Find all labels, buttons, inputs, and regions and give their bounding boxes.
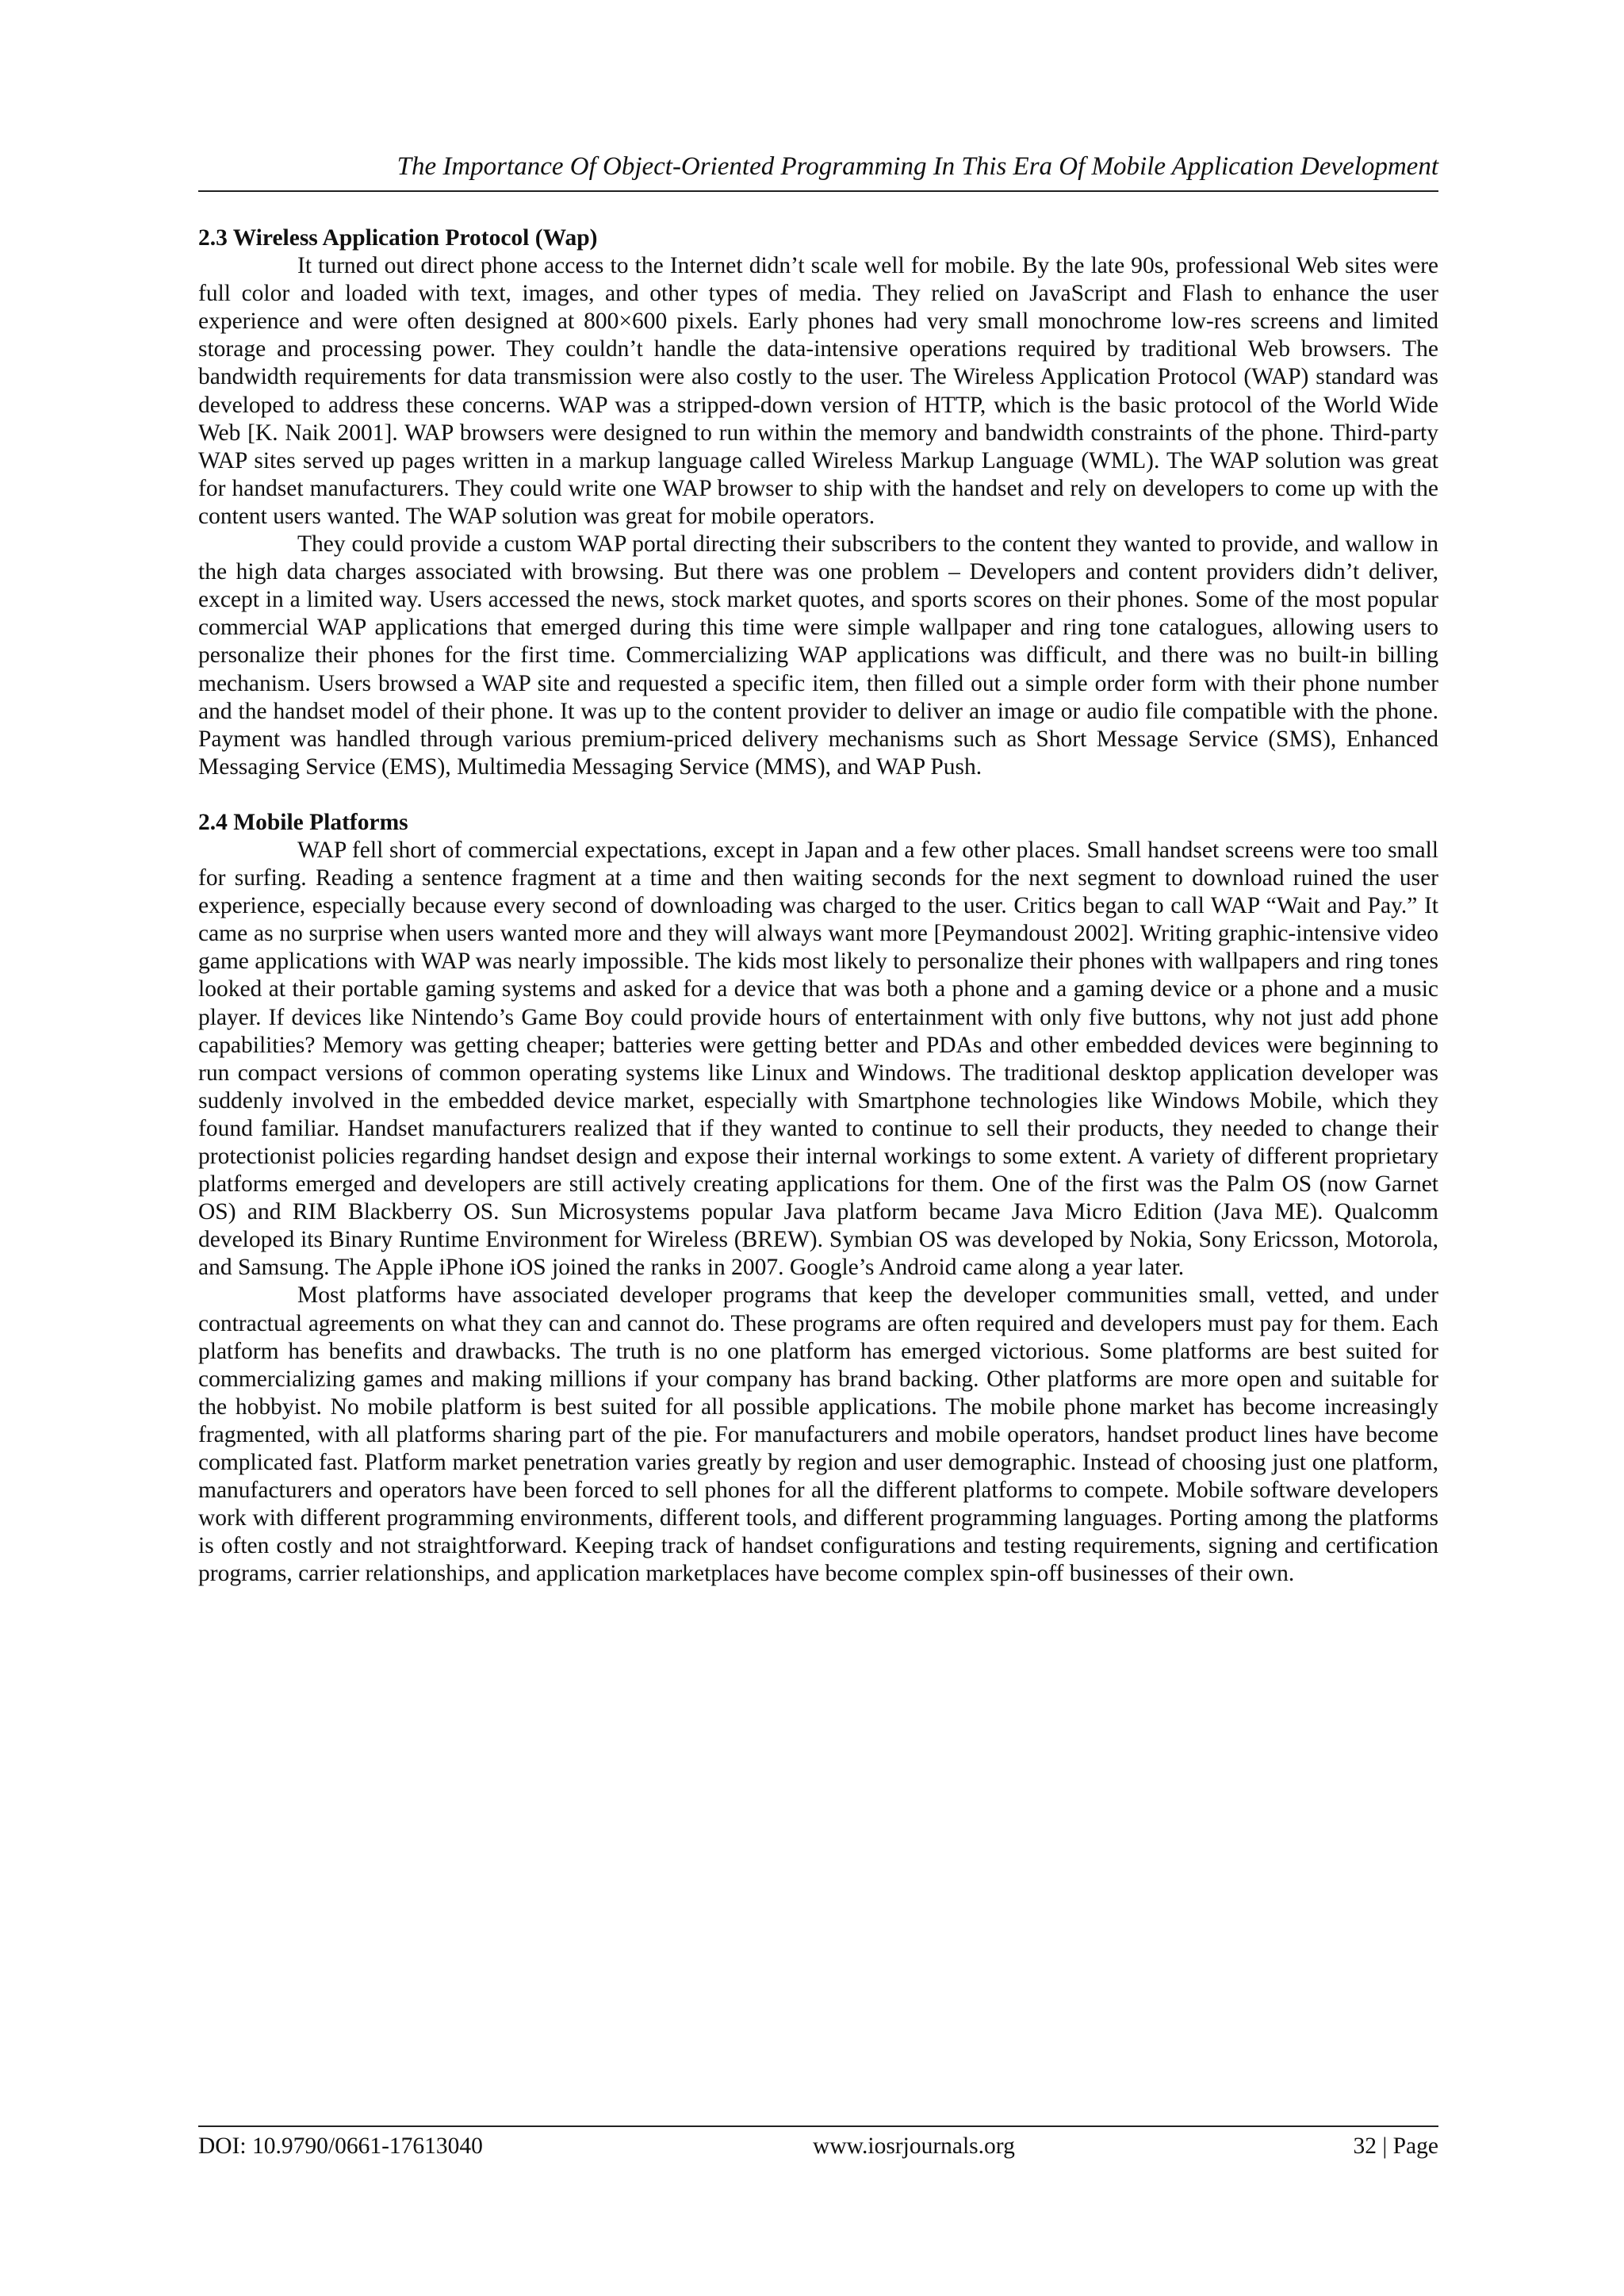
paragraph-2-4-1: WAP fell short of commercial expectations, except in Japan and a few other places. Small handset screens were too small for surfing. Reading a sentence fragment at a time and then waiting seconds for the next segment to download ruined the user experience, especially because every second of downloading was charged to the user. Critics began to call WAP “Wait and Pay.” It came as no surprise when users wanted more and they will always want more [Peymandoust 2002]. Writing graphic-intensive video game applications with WAP was nearly impossible. The kids most likely to personalize their phones with wallpapers and ring tones looked at their portable gaming systems and asked for a device that was both a phone and a gaming device or a phone and a music player. If devices like Nintendo’s Game Boy could provide hours of entertainment with only five buttons, why not just add phone capabilities? Memory was getting cheaper; batteries were getting better and PDAs and other embedded devices were beginning to run compact versions of common operating systems like Linux and Windows. The traditional desktop application developer was suddenly involved in the embedded device market, especially with Smartphone technologies like Windows Mobile, which they found familiar. Handset manufacturers realized that if they wanted to continue to sell their products, they needed to change their protectionist policies regarding handset design and expose their internal workings to some extent. A variety of different proprietary platforms emerged and developers are still actively creating applications for them. One of the first was the Palm OS (now Garnet OS) and RIM Blackberry OS. Sun Microsystems popular Java platform became Java Micro Edition (Java ME). Qualcomm developed its Binary Runtime Environment for Wireless (BREW). Symbian OS was developed by Nokia, Sony Ericsson, Motorola, and Samsung. The Apple iPhone iOS joined the ranks in 2007. Google’s Android came along a year later. [198, 837, 1438, 1281]
section-heading-2-3: 2.3 Wireless Application Protocol (Wap) [198, 225, 598, 251]
footer-page-number: 32 | Page [1353, 2133, 1438, 2159]
header-rule [198, 190, 1438, 192]
article-body [198, 224, 1438, 1589]
page-footer [198, 2132, 1438, 2164]
footer-site: www.iosrjournals.org [813, 2133, 1015, 2159]
running-header: The Importance Of Object-Oriented Programming In This Era Of Mobile Application Development [396, 152, 1438, 181]
paragraph-2-3-1: It turned out direct phone access to the Internet didn’t scale well for mobile. By the late 90s, professional Web sites were full color and loaded with text, images, and other types of media. They relied on JavaScript and Flash to enhance the user experience and were often designed at 800×600 pixels. Early phones had very small monochrome low-res screens and limited storage and processing power. They couldn’t handle the data-intensive operations required by traditional Web browsers. The bandwidth requirements for data transmission were also costly to the user. The Wireless Application Protocol (WAP) standard was developed to address these concerns. WAP was a stripped-down version of HTTP, which is the basic protocol of the World Wide Web [K. Naik 2001]. WAP browsers were designed to run within the memory and bandwidth constraints of the phone. Third-party WAP sites served up pages written in a markup language called Wireless Markup Language (WML). The WAP solution was great for handset manufacturers. They could write one WAP browser to ship with the handset and rely on developers to come up with the content users wanted. The WAP solution was great for mobile operators. [198, 253, 1438, 529]
paragraph-2-4-2: Most platforms have associated developer programs that keep the developer communities small, vetted, and under contractual agreements on what they can and cannot do. These programs are often required and developers must pay for them. Each platform has benefits and drawbacks. The truth is no one platform has emerged victorious. Some platforms are best suited for commercializing games and making millions if your company has brand backing. Other platforms are more open and suitable for the hobbyist. No mobile platform is best suited for all possible applications. The mobile phone market has become increasingly fragmented, with all platforms sharing part of the pie. For manufacturers and mobile operators, handset product lines have become complicated fast. Platform market penetration varies greatly by region and user demographic. Instead of choosing just one platform, manufacturers and operators have been forced to sell phones for all the different platforms to compete. Mobile software developers work with different programming environments, different tools, and different programming languages. Porting among the platforms is often costly and not straightforward. Keeping track of handset configurations and testing requirements, signing and certification programs, carrier relationships, and application marketplaces have become complex spin-off businesses of their own. [198, 1282, 1438, 1587]
footer-doi: DOI: 10.9790/0661-17613040 [198, 2133, 483, 2159]
section-heading-2-4: 2.4 Mobile Platforms [198, 809, 408, 835]
paragraph-2-3-2: They could provide a custom WAP portal directing their subscribers to the content they wanted to provide, and wallow in the high data charges associated with browsing. But there was one problem – Developers and content providers didn’t deliver, except in a limited way. Users accessed the news, stock market quotes, and sports scores on their phones. Some of the most popular commercial WAP applications that emerged during this time were simple wallpaper and ring tone catalogues, allowing users to personalize their phones for the first time. Commercializing WAP applications was difficult, and there was no built-in billing mechanism. Users browsed a WAP site and requested a specific item, then filled out a simple order form with their phone number and the handset model of their phone. It was up to the content provider to deliver an image or audio file compatible with the phone. Payment was handled through various premium-priced delivery mechanisms such as Short Message Service (SMS), Enhanced Messaging Service (EMS), Multimedia Messaging Service (MMS), and WAP Push. [198, 531, 1438, 780]
footer-rule [198, 2125, 1438, 2127]
